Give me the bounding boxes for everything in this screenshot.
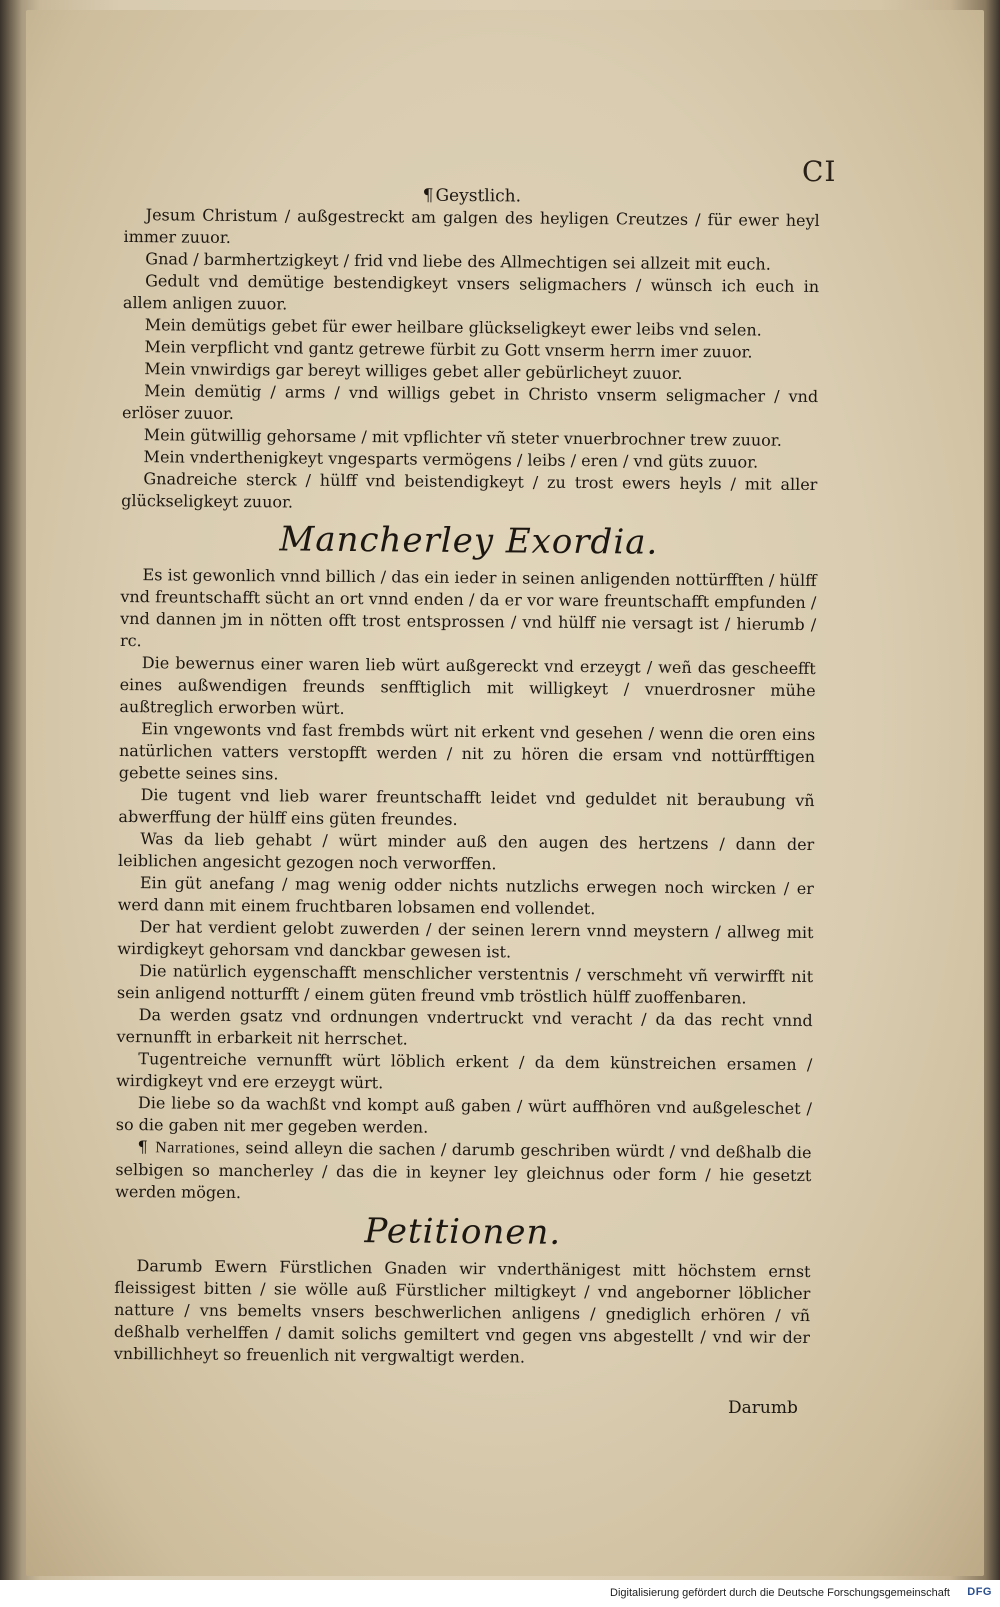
catchword: Darumb xyxy=(728,1398,798,1418)
narrationes-paragraph xyxy=(115,1136,812,1209)
book-page xyxy=(26,10,984,1576)
folio-number: CI xyxy=(802,155,837,188)
exordia-entry-5: Was da lieb gehabt / würt minder auß den augen des hertzens / dann der leiblichen angesicht gezogen noch verworffen. xyxy=(117,829,815,874)
geystlich-entry-9: Mein vnderthenigkeyt vngesparts vermögens / leibs / eren / vnd güts zuuor. xyxy=(143,447,759,472)
geystlich-entry-10: Gnadreiche sterck / hülff vnd beistendigkeyt / zu trost ewers heyls / mit aller glückseligkeyt zuuor. xyxy=(121,469,818,512)
exordia-entry-7: Der hat verdient gelobt zuwerden / der seinen lerern vnnd meystern / allweg mit wirdigkeyt gehorsam vnd danckbar gewesen ist. xyxy=(117,917,814,962)
geystlich-entry-2: Gnad / barmhertzigkeyt / frid vnd liebe des Allmechtigen sei allzeit mit euch. xyxy=(145,249,771,274)
funding-credit: Digitalisierung gefördert durch die Deutsche Forschungsgemeinschaft xyxy=(610,1587,950,1599)
text-block xyxy=(114,182,820,1371)
geystlich-entry-8: Mein gütwillig gehorsame / mit vpflichter vñ steter vnuerbrochner trew zuuor. xyxy=(143,425,782,450)
exordia-entry-9: Da werden gsatz vnd ordnungen vndertruckt vnd veracht / da das recht vnnd vernunfft in erbarkeit nit herrschet. xyxy=(116,1005,813,1049)
geystlich-entry-1: Jesum Christum / außgestreckt am galgen des heyligen Creutzes / für ewer heyl immer zuuor. xyxy=(123,205,820,247)
exordia-entry-3: Ein vngewonts vnd fast frembds würt nit erkent vnd gesehen / wenn die oren eins natürlichen vatters verstopfft werden / nit zu hören die ersam vnd nottürfftigen gebette seines sins. xyxy=(118,719,816,784)
geystlich-entry-7: Mein demütig / arms / vnd willigs gebet in Christo vnserm seligmacher / vnd erlöser zuuor. xyxy=(121,381,819,423)
geystlich-entry-3: Gedult vnd demütige bestendigkeyt vnsers seligmachers / wünsch ich euch in allem anligen zuuor. xyxy=(122,271,820,314)
petitionen-paragraph: Darumb Ewern Fürstlichen Gnaden wir vnderthänigest mitt höchstem ernst fleissigest bitten / sie wölle auß Fürstlicher miltigkeyt / vnd angeborner löblicher natture / vns bemelts vnsers beschwerlichen anligens / gnediglich erhören / vñ deßhalb verhelffen / damit solichs gemiltert vnd gegen vns abgestellt / vnd wir der vnbillichheyt so freuenlich nit vergwaltigt werden. xyxy=(113,1256,811,1367)
heading-geystlich-text: Geystlich. xyxy=(435,185,522,207)
heading-exordia: Mancherley Exordia. xyxy=(279,519,659,563)
exordia-entry-10: Tugentreiche vernunfft würt löblich erkent / da dem künstreichen ersamen / wirdigkeyt vnd ere erzeygt würt. xyxy=(116,1049,813,1093)
pilcrow-icon: ¶ xyxy=(137,1137,148,1157)
exordia-entry-8: Die natürlich eygenschafft menschlicher verstentnis / verschmeht vñ verwirfft nit sein anligend notturfft / einem güten freund vmb tröstlich hülff zuoffenbaren. xyxy=(116,961,814,1008)
heading-petitionen: Petitionen. xyxy=(364,1211,562,1253)
dfg-logo: DFG xyxy=(967,1586,992,1598)
narrationes-lead: Narrationes, xyxy=(155,1139,240,1158)
geystlich-entry-4: Mein demütigs gebet für ewer heilbare glückseligkeyt ewer leibs vnd selen. xyxy=(144,315,762,340)
geystlich-entry-6: Mein vnwirdigs gar bereyt williges gebet aller gebürlicheyt zuuor. xyxy=(144,359,683,383)
exordia-entry-6: Ein güt anefang / mag wenig odder nichts nutzlichs erwegen noch wircken / er werd dann mit einem fruchtbaren lobsamen end vollendet. xyxy=(117,873,814,919)
exordia-entry-4: Die tugent vnd lieb warer freuntschafft leidet vnd geduldet nit beraubung vñ abwerffung der hülff eins güten freundes. xyxy=(118,785,815,829)
pilcrow-icon: ¶ xyxy=(422,185,434,206)
narrationes-text: seind alleyn die sachen / darumb geschriben würdt / vnd deßhalb die selbigen so mancherley / das die in keyner ley gleichnus oder form / hie gesetzt werden mögen. xyxy=(115,1138,812,1203)
exordia-entry-11: Die liebe so da wachßt vnd kompt auß gaben / würt auffhören vnd außgeleschet / so die gaben nit mer gegeben werden. xyxy=(115,1093,813,1137)
geystlich-entry-5: Mein verpflicht vnd gantz getrewe fürbit zu Gott vnserm herrn imer zuuor. xyxy=(144,337,753,362)
exordia-entry-1: Es ist gewonlich vnnd billich / das ein ieder in seinen anligenden nottürfften / hülff vnd freuntschafft sücht an ort vnnd enden / da er vor ware freuntschafft empfunden / vnd dannen jm in nötten offt trost entsprossen / vnd hülff nie versagt ist / hierumb / rc. xyxy=(119,565,817,651)
exordia-entry-2: Die bewernus einer waren lieb würt außgereckt vnd erzeygt / weñ das gescheefft eines außwendigen freunds senfftiglich mit willigkeyt / vnuerdrosner mühe außtreglich erworben würt. xyxy=(119,653,816,718)
footer-bar xyxy=(0,1580,1000,1607)
